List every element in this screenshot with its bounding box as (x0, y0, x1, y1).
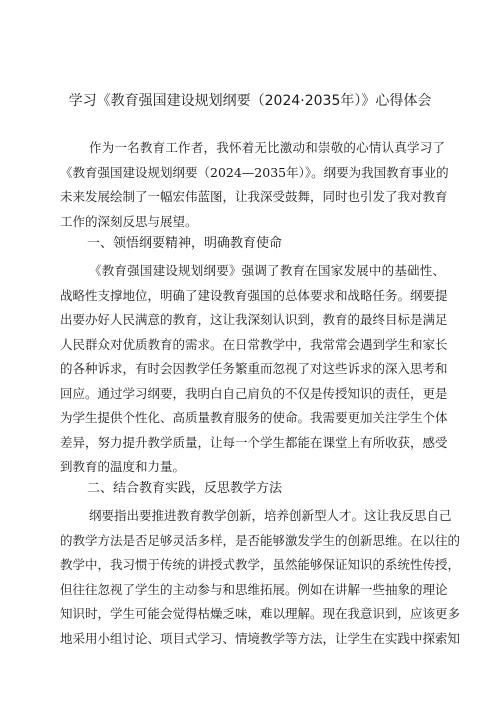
paragraph-line: 到教育的温度和力量。 (60, 459, 186, 474)
intro-paragraph (60, 136, 449, 234)
paragraph-line: 的各种诉求，有时会因教学任务繁重而忽视了对这些诉求的深入思考和 (60, 361, 448, 376)
intro-line: 作为一名教育工作者，我怀着无比激动和崇敬的心情认真学习了 (89, 140, 445, 155)
document-title: 学习《教育强国建设规划纲要（2024·2035年）》心得体会 (68, 93, 432, 109)
paragraph-line: 的教学方法是否足够灵活多样，是否能够激发学生的创新思维。在以往的 (60, 532, 461, 548)
intro-line: 未来发展绘制了一幅宏伟蓝图，让我深受鼓舞，同时也引发了我对教育 (60, 189, 448, 204)
paragraph-line: 《教育强国建设规划纲要》强调了教育在国家发展中的基础性、 (89, 263, 445, 278)
paragraph-line: 地采用小组讨论、项目式学习、情境教学等方法，让学生在实践中探索知 (60, 630, 461, 646)
section-heading-1: 一、领悟纲要精神，明确教育使命 (87, 236, 283, 251)
paragraph-line: 知识时，学生可能会觉得枯燥乏味，难以理解。现在我意识到，应该更多 (60, 606, 461, 621)
paragraph-line: 人民群众对优质教育的需求。在日常教学中，我常常会遇到学生和家长 (60, 336, 448, 352)
paragraph-line: 纲要指出要推进教育教学创新，培养创新型人才。这让我反思自己 (89, 508, 452, 523)
paragraph-line: 战略性支撑地位，明确了建设教育强国的总体要求和战略任务。纲要提 (60, 287, 448, 303)
paragraph-line: 但往往忽视了学生的主动参与和思维拓展。例如在讲解一些抽象的理论 (60, 581, 448, 597)
paragraph-line: 教学中，我习惯于传统的讲授式教学，虽然能够保证知识的系统性传授， (60, 557, 461, 572)
intro-line: 《教育强国建设规划纲要（2024—2035年）》。纲要为我国教育事业的 (60, 164, 449, 180)
section-1-paragraph (60, 259, 448, 480)
section-heading-2: 二、结合教育实践，反思教学方法 (87, 481, 283, 496)
paragraph-line: 出要办好人民满意的教育，这让我深刻认识到，教育的最终目标是满足 (60, 312, 448, 327)
intro-line: 工作的深刻反思与展望。 (60, 213, 198, 229)
section-2-paragraph (60, 504, 461, 651)
paragraph-line: 回应。通过学习纲要，我明白自己肩负的不仅是传授知识的责任，更是 (60, 385, 448, 401)
paragraph-line: 差异，努力提升教学质量，让每一个学生都能在课堂上有所收获，感受 (60, 434, 448, 450)
paragraph-line: 为学生提供个性化、高质量教育服务的使命。我需要更加关注学生个体 (60, 410, 448, 425)
